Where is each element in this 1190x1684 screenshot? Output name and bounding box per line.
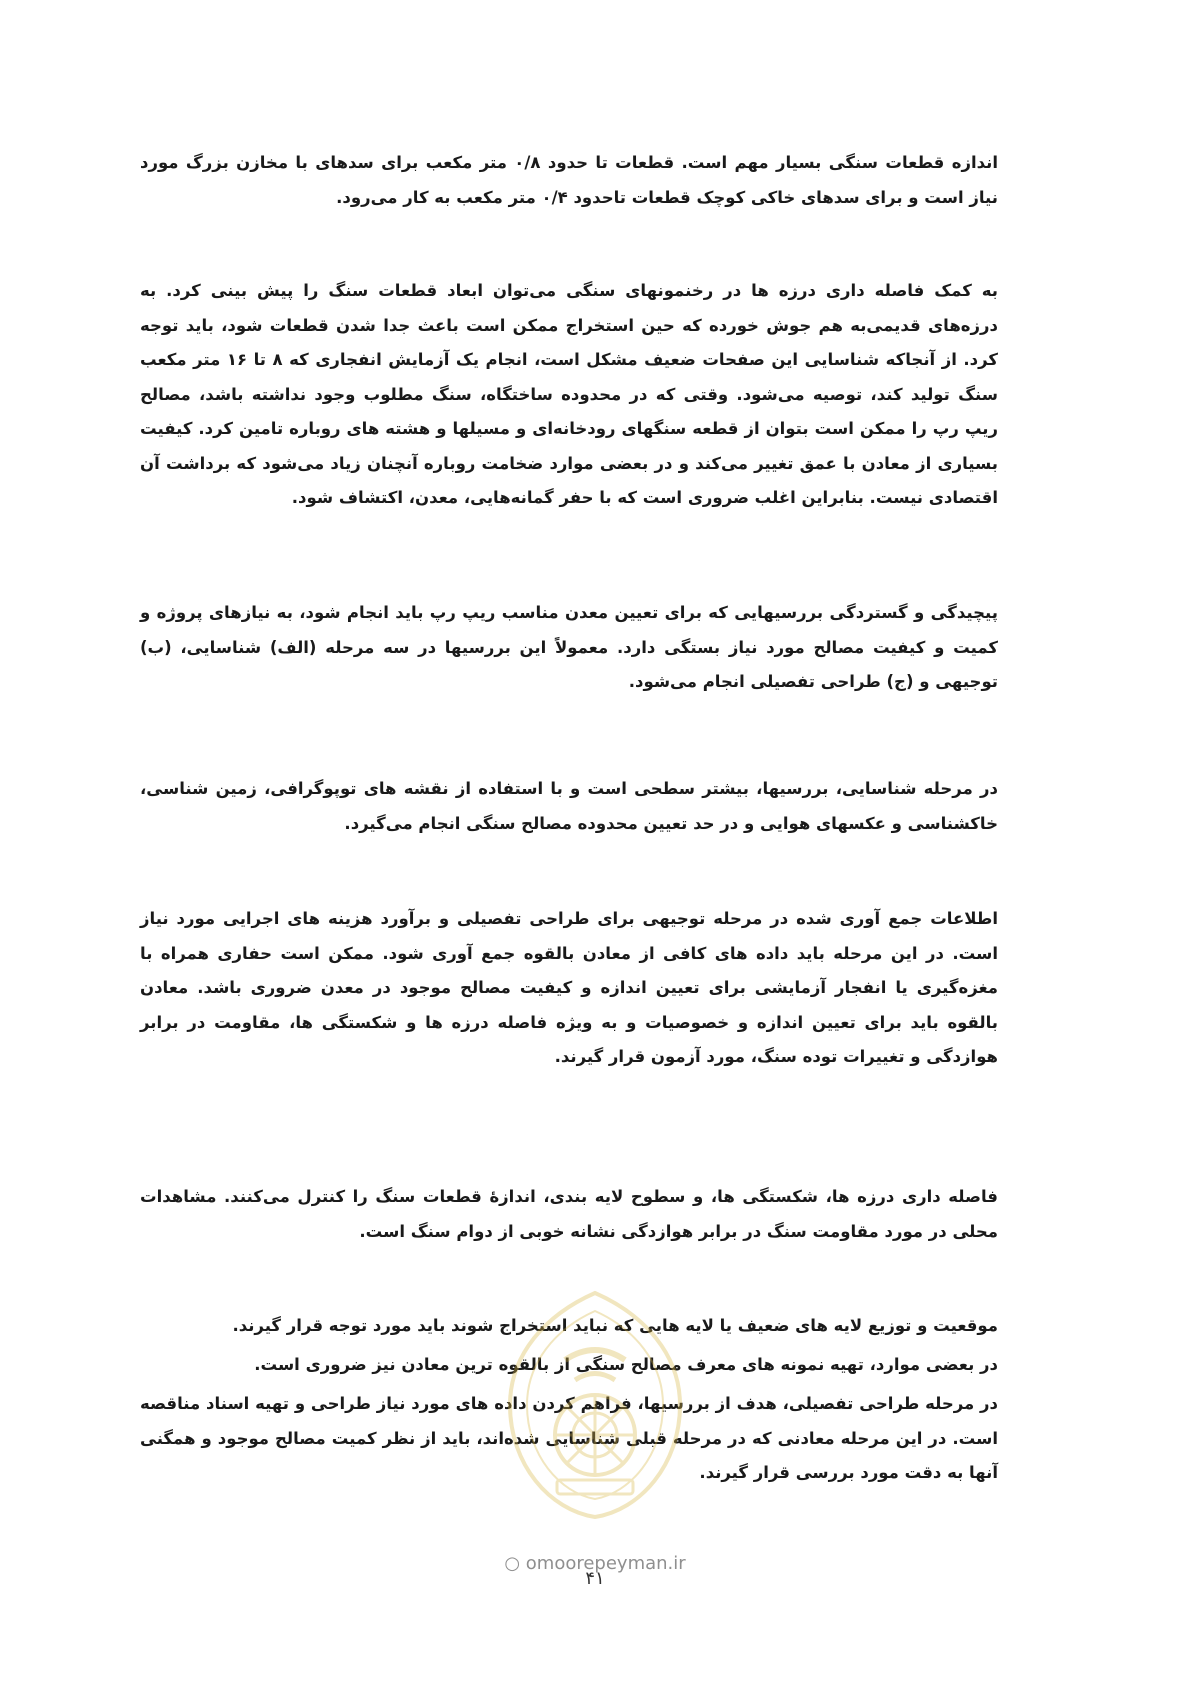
paragraph-text: در مرحله طراحی تفصیلی، هدف از بررسیها، فراهم کردن داده های مورد نیاز طراحی و تهیه اسناد مناقصه است. در این مرحله معادنی که در مرحله قبلی شناسایی شده‌اند، باید از نظر کمیت مصالح موجود و همگنی آنها به دقت مورد بررسی قرار گیرند. [140, 1394, 998, 1482]
paragraph-text: در بعضی موارد، تهیه نمونه های معرف مصالح سنگی از بالقوه ترین معادن نیز ضروری است. [254, 1355, 998, 1374]
paragraph-text: پیچیدگی و گستردگی بررسیهایی که برای تعیین معدن مناسب ریپ رپ باید انجام شود، به نیازهای پروژه و کمیت و کیفیت مصالح مورد نیاز بستگی دارد. معمولاً این بررسیها در سه مرحله (الف) شناسایی، (ب) توجیهی و (ج) طراحی تفصیلی انجام می‌شود. [140, 603, 998, 691]
paragraph-identification-stage [140, 772, 998, 841]
page-number: ۴۱ [585, 1568, 605, 1589]
paragraph-joint-spacing [140, 274, 998, 516]
paragraph-detailed-design [140, 1387, 998, 1491]
paragraph-text: موقعیت و توزیع لایه های ضعیف یا لایه هایی که نباید استخراج شوند باید مورد توجه قرار گیرند. [232, 1316, 998, 1335]
paragraph-text: فاصله داری درزه ها، شکستگی ها، و سطوح لایه بندی، اندازهٔ قطعات سنگ را کنترل می‌کنند. مشاهدات محلی در مورد مقاومت سنگ در برابر هوازدگی نشانه خوبی از دوام سنگ است. [140, 1187, 998, 1241]
paragraph-weak-layers [140, 1309, 998, 1344]
paragraph-text: در مرحله شناسایی، بررسیها، بیشتر سطحی است و با استفاده از نقشه های توپوگرافی، زمین شناسی، خاکشناسی و عکسهای هوایی و در حد تعیین محدوده مصالح سنگی انجام می‌گیرد. [140, 779, 998, 833]
watermark-url-text: omoorepeyman.ir [525, 1553, 686, 1574]
paragraph-investigation-stages [140, 596, 998, 700]
paragraph-bedding-control [140, 1180, 998, 1249]
paragraph-text: اندازه قطعات سنگی بسیار مهم است. قطعات تا حدود ۰/۸ متر مکعب برای سدهای با مخازن بزرگ مورد نیاز است و برای سدهای خاکی کوچک قطعات تاحدود ۰/۴ متر مکعب به کار می‌رود. [140, 153, 999, 207]
paragraph-text: به کمک فاصله داری درزه ها در رخنمونهای سنگی می‌توان ابعاد قطعات سنگ را پیش بینی کرد. به درزه‌های قدیمی‌به هم جوش خورده که حین استخراج ممکن است باعث جدا شدن قطعات شود، باید توجه کرد. از آنجاکه شناسایی این صفحات ضعیف مشکل است، انجام یک آزمایش انفجاری که ۸ تا ۱۶ متر مکعب سنگ تولید کند، توصیه می‌شود. وقتی که در محدوده ساختگاه، سنگ مطلوب وجود نداشته باشد، مصالح ریپ رپ را ممکن است بتوان از قطعه سنگهای رودخانه‌ای و مسیلها و هشته های روباره تامین کرد. کیفیت بسیاری از معادن با عمق تغییر می‌کند و در بعضی موارد ضخامت روباره آنچنان زیاد می‌شود که برداشت آن اقتصادی نیست. بنابراین اغلب ضروری است که با حفر گمانه‌هایی، معدن، اکتشاف شود. [140, 281, 999, 507]
paragraph-samples [140, 1348, 998, 1383]
paragraph-stone-size [140, 146, 998, 215]
paragraph-feasibility-stage [140, 902, 998, 1075]
copyright-icon: ○ [504, 1553, 521, 1574]
paragraph-text: اطلاعات جمع آوری شده در مرحله توجیهی برای طراحی تفصیلی و برآورد هزینه های اجرایی مورد نیاز است. در این مرحله باید داده های کافی از معادن بالقوه جمع آوری شود. ممکن است حفاری همراه با مغزه‌گیری یا انفجار آزمایشی برای تعیین اندازه و کیفیت مصالح موجود در معدن ضروری باشد. معادن بالقوه باید برای تعیین اندازه و خصوصیات و به ویژه فاصله درزه ها و شکستگی ها، مقاومت در برابر هوازدگی و تغییرات توده سنگ، مورد آزمون قرار گیرند. [140, 909, 998, 1066]
